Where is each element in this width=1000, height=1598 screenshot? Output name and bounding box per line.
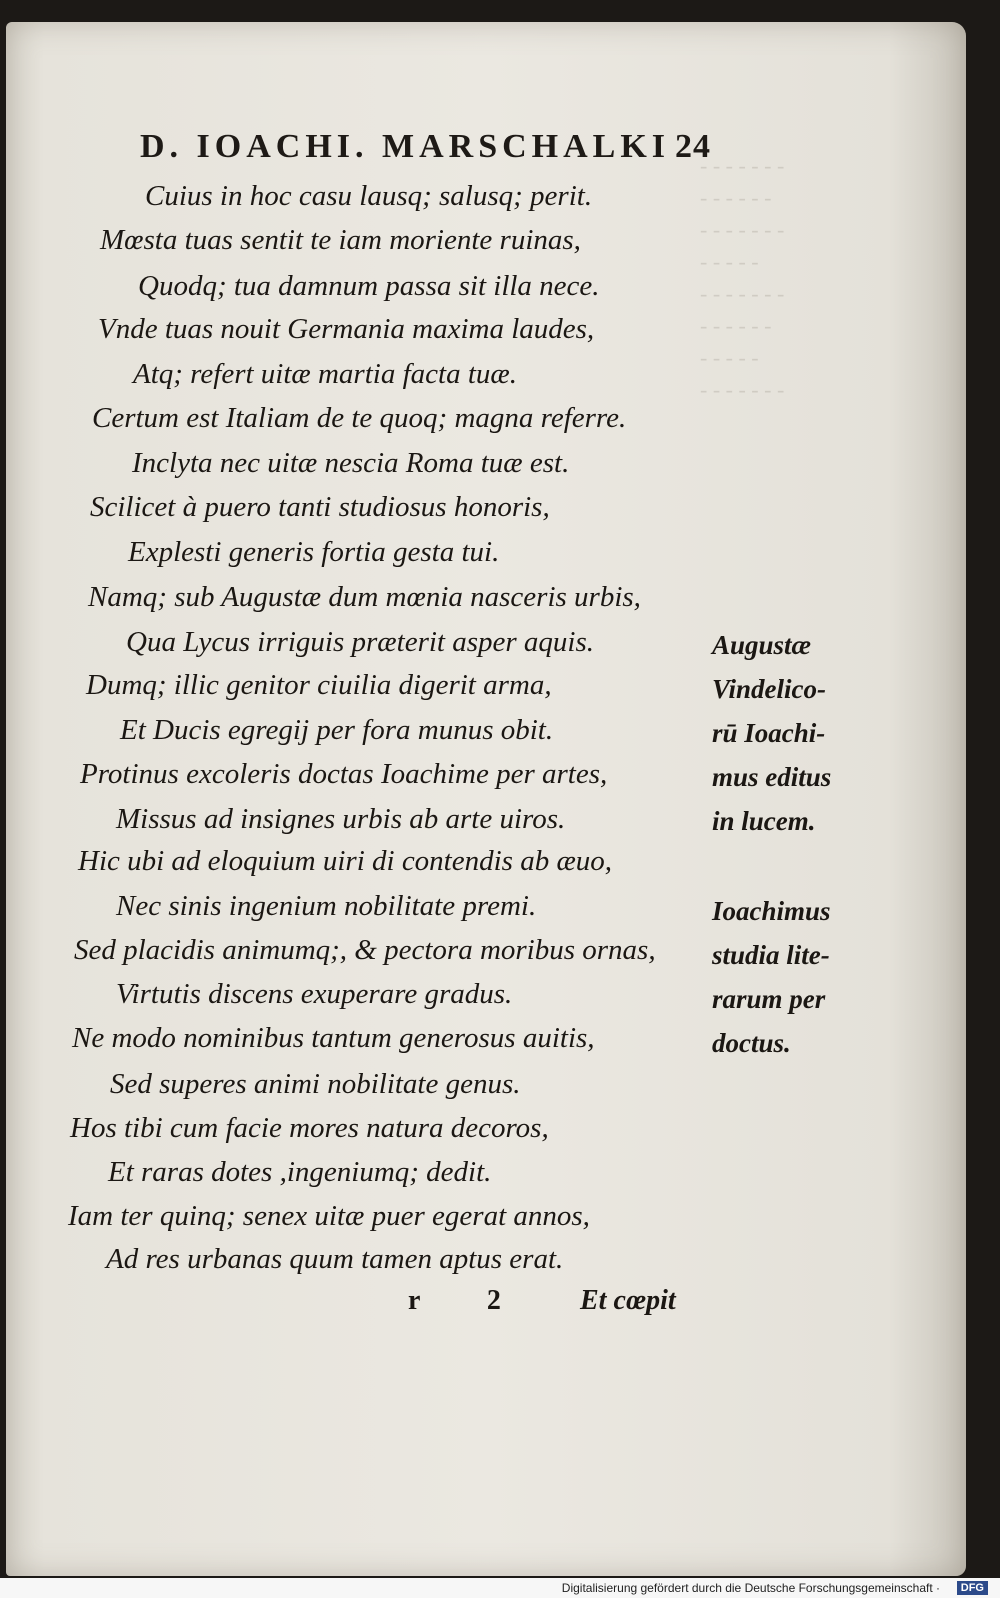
verse-line: Ad res urbanas quum tamen aptus erat.	[106, 1243, 564, 1275]
verse-line: Inclyta nec uitæ nescia Roma tuæ est.	[132, 447, 570, 479]
margin-note: rū Ioachi-	[712, 718, 826, 748]
verse-line: Cuius in hoc casu lausq; salusq; perit.	[145, 180, 593, 212]
dfg-logo: DFG	[957, 1581, 988, 1595]
verse-line: Missus ad insignes urbis ab arte uiros.	[116, 803, 566, 835]
verse-line: Ne modo nominibus tantum generosus auitis,	[72, 1022, 595, 1054]
verse-line: Iam ter quinq; senex uitæ puer egerat annos,	[68, 1200, 590, 1232]
verse-line: Mœsta tuas sentit te iam moriente ruinas,	[100, 224, 581, 256]
verse-line: Certum est Italiam de te quoq; magna referre.	[92, 402, 627, 434]
margin-note: doctus.	[712, 1028, 791, 1058]
credit-text: Digitalisierung gefördert durch die Deutsche Forschungsgemeinschaft ·	[561, 1581, 940, 1595]
verse-line: Quodq; tua damnum passa sit illa nece.	[138, 270, 600, 302]
margin-note: mus editus	[712, 762, 832, 792]
margin-note: in lucem.	[712, 806, 816, 836]
margin-note: Vindelico-	[712, 674, 826, 704]
verse-line: Hos tibi cum facie mores natura decoros,	[70, 1112, 549, 1144]
verse-line: Scilicet à puero tanti studiosus honoris,	[90, 491, 550, 523]
margin-note: Augustæ	[712, 630, 812, 660]
signature-mark: r 2	[408, 1285, 531, 1316]
verse-line: Virtutis discens exuperare gradus.	[116, 978, 513, 1010]
verse-line: Qua Lycus irriguis præterit asper aquis.	[126, 626, 595, 658]
margin-note: Ioachimus	[712, 896, 831, 926]
margin-note: studia lite-	[712, 940, 830, 970]
running-title: D. IOACHI. MARSCHALKI	[140, 128, 671, 165]
catchword: Et cœpit	[580, 1285, 676, 1316]
margin-note: rarum per	[712, 984, 826, 1014]
digitization-credit-bar	[0, 1578, 1000, 1598]
running-head	[140, 128, 740, 166]
verse-line: Hic ubi ad eloquium uiri di contendis ab æuo,	[78, 845, 613, 877]
verse-line: Dumq; illic genitor ciuilia digerit arma,	[86, 669, 552, 701]
verse-line: Explesti generis fortia gesta tui.	[128, 536, 500, 568]
verse-line: Namq; sub Augustæ dum mœnia nasceris urbis,	[88, 581, 641, 613]
verse-line: Vnde tuas nouit Germania maxima laudes,	[98, 313, 595, 345]
verse-line: Atq; refert uitæ martia facta tuæ.	[133, 358, 517, 390]
page-number: 24	[675, 128, 711, 165]
verse-line: Et raras dotes ,ingeniumq; dedit.	[108, 1156, 492, 1188]
verse-line: Et Ducis egregij per fora munus obit.	[120, 714, 554, 746]
verse-line: Sed placidis animumq;, & pectora moribus ornas,	[74, 934, 656, 966]
verse-line: Nec sinis ingenium nobilitate premi.	[116, 890, 537, 922]
verse-line: Protinus excoleris doctas Ioachime per artes,	[80, 758, 608, 790]
verse-line: Sed superes animi nobilitate genus.	[110, 1068, 521, 1100]
